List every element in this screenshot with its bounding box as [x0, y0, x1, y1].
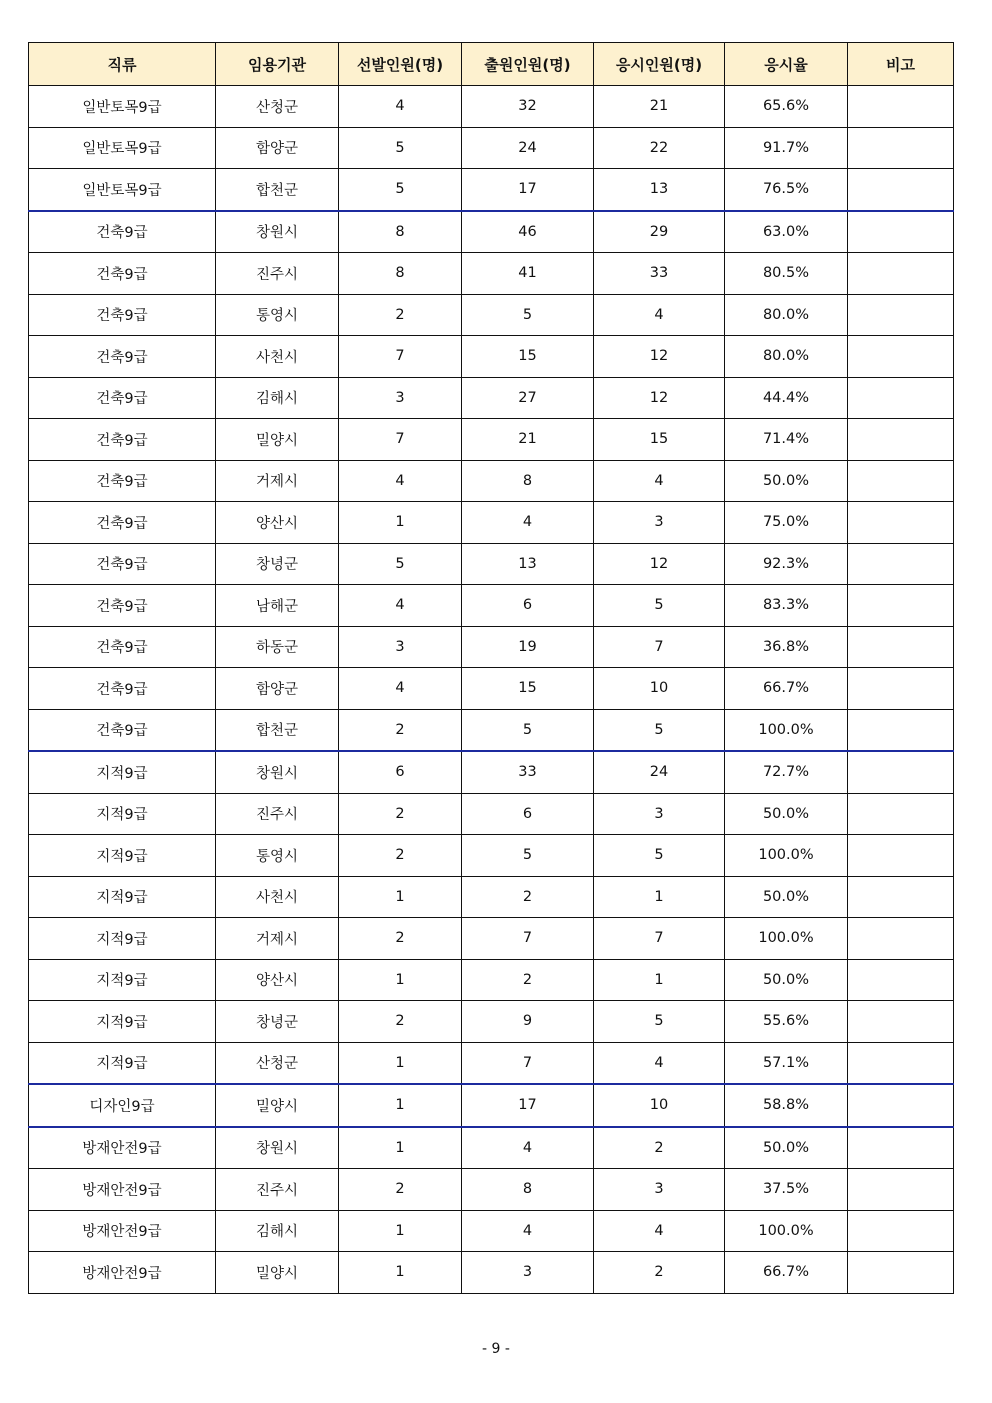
- exam-rate-cell: 75.0%: [725, 502, 848, 544]
- applicant-count-cell: 15: [462, 336, 594, 378]
- table-row: [29, 169, 954, 211]
- agency-cell: 함양군: [216, 668, 339, 710]
- table-row: [29, 959, 954, 1001]
- applicant-count-cell: 17: [462, 1084, 594, 1127]
- exam-rate-cell: 71.4%: [725, 419, 848, 461]
- job-category-cell: 건축9급: [29, 709, 216, 751]
- applicant-count-cell: 8: [462, 1169, 594, 1211]
- examinee-count-cell: 33: [594, 253, 725, 295]
- job-category-cell: 방재안전9급: [29, 1127, 216, 1169]
- examinee-count-cell: 5: [594, 835, 725, 877]
- remarks-cell: [848, 585, 954, 627]
- exam-rate-cell: 100.0%: [725, 709, 848, 751]
- applicant-count-cell: 24: [462, 127, 594, 169]
- applicant-count-cell: 2: [462, 876, 594, 918]
- table-row: [29, 835, 954, 877]
- agency-cell: 산청군: [216, 1042, 339, 1084]
- exam-rate-cell: 80.0%: [725, 294, 848, 336]
- selected-count-cell: 1: [339, 1084, 462, 1127]
- examinee-count-cell: 2: [594, 1127, 725, 1169]
- selected-count-cell: 2: [339, 294, 462, 336]
- job-category-cell: 지적9급: [29, 793, 216, 835]
- table-row: [29, 1252, 954, 1294]
- agency-cell: 산청군: [216, 86, 339, 128]
- remarks-cell: [848, 543, 954, 585]
- examinee-count-cell: 3: [594, 502, 725, 544]
- job-category-cell: 건축9급: [29, 253, 216, 295]
- agency-cell: 하동군: [216, 626, 339, 668]
- examinee-count-cell: 4: [594, 1210, 725, 1252]
- exam-rate-cell: 83.3%: [725, 585, 848, 627]
- table-row: [29, 1210, 954, 1252]
- header-applicant-count: 출원인원(명): [462, 43, 594, 86]
- examinee-count-cell: 13: [594, 169, 725, 211]
- applicant-count-cell: 6: [462, 585, 594, 627]
- job-category-cell: 방재안전9급: [29, 1210, 216, 1252]
- examinee-count-cell: 4: [594, 460, 725, 502]
- exam-rate-cell: 50.0%: [725, 460, 848, 502]
- agency-cell: 양산시: [216, 502, 339, 544]
- agency-cell: 양산시: [216, 959, 339, 1001]
- selected-count-cell: 5: [339, 169, 462, 211]
- remarks-cell: [848, 253, 954, 295]
- examinee-count-cell: 2: [594, 1252, 725, 1294]
- remarks-cell: [848, 793, 954, 835]
- table-row: [29, 127, 954, 169]
- job-category-cell: 지적9급: [29, 751, 216, 793]
- examinee-count-cell: 21: [594, 86, 725, 128]
- table-row: [29, 419, 954, 461]
- exam-rate-cell: 50.0%: [725, 793, 848, 835]
- applicant-count-cell: 17: [462, 169, 594, 211]
- agency-cell: 거제시: [216, 918, 339, 960]
- header-remarks: 비고: [848, 43, 954, 86]
- job-category-cell: 일반토목9급: [29, 86, 216, 128]
- selected-count-cell: 2: [339, 793, 462, 835]
- selected-count-cell: 1: [339, 1252, 462, 1294]
- remarks-cell: [848, 709, 954, 751]
- remarks-cell: [848, 1084, 954, 1127]
- examinee-count-cell: 12: [594, 543, 725, 585]
- selected-count-cell: 1: [339, 959, 462, 1001]
- remarks-cell: [848, 502, 954, 544]
- exam-rate-cell: 92.3%: [725, 543, 848, 585]
- remarks-cell: [848, 127, 954, 169]
- agency-cell: 창원시: [216, 211, 339, 253]
- job-category-cell: 건축9급: [29, 211, 216, 253]
- selected-count-cell: 2: [339, 1169, 462, 1211]
- job-category-cell: 지적9급: [29, 1001, 216, 1043]
- remarks-cell: [848, 169, 954, 211]
- selected-count-cell: 4: [339, 668, 462, 710]
- agency-cell: 진주시: [216, 793, 339, 835]
- selected-count-cell: 6: [339, 751, 462, 793]
- applicant-count-cell: 7: [462, 918, 594, 960]
- agency-cell: 밀양시: [216, 1252, 339, 1294]
- exam-rate-cell: 50.0%: [725, 876, 848, 918]
- agency-cell: 함양군: [216, 127, 339, 169]
- exam-rate-cell: 66.7%: [725, 1252, 848, 1294]
- table-row: [29, 1169, 954, 1211]
- remarks-cell: [848, 1001, 954, 1043]
- exam-rate-cell: 100.0%: [725, 835, 848, 877]
- selected-count-cell: 1: [339, 1042, 462, 1084]
- applicant-count-cell: 19: [462, 626, 594, 668]
- applicant-count-cell: 4: [462, 1127, 594, 1169]
- table-row: [29, 377, 954, 419]
- examinee-count-cell: 7: [594, 626, 725, 668]
- job-category-cell: 건축9급: [29, 419, 216, 461]
- exam-rate-cell: 50.0%: [725, 1127, 848, 1169]
- remarks-cell: [848, 918, 954, 960]
- job-category-cell: 지적9급: [29, 835, 216, 877]
- remarks-cell: [848, 336, 954, 378]
- selected-count-cell: 2: [339, 709, 462, 751]
- applicant-count-cell: 6: [462, 793, 594, 835]
- examinee-count-cell: 4: [594, 1042, 725, 1084]
- table-row: [29, 1084, 954, 1127]
- applicant-count-cell: 9: [462, 1001, 594, 1043]
- selected-count-cell: 4: [339, 585, 462, 627]
- exam-rate-cell: 72.7%: [725, 751, 848, 793]
- agency-cell: 창녕군: [216, 543, 339, 585]
- applicant-count-cell: 27: [462, 377, 594, 419]
- exam-rate-cell: 50.0%: [725, 959, 848, 1001]
- selected-count-cell: 7: [339, 336, 462, 378]
- table-row: [29, 751, 954, 793]
- remarks-cell: [848, 626, 954, 668]
- table-row: [29, 668, 954, 710]
- header-row: [29, 43, 954, 86]
- remarks-cell: [848, 419, 954, 461]
- table-row: [29, 294, 954, 336]
- examinee-count-cell: 7: [594, 918, 725, 960]
- applicant-count-cell: 32: [462, 86, 594, 128]
- remarks-cell: [848, 959, 954, 1001]
- remarks-cell: [848, 1127, 954, 1169]
- examinee-count-cell: 15: [594, 419, 725, 461]
- exam-rate-cell: 66.7%: [725, 668, 848, 710]
- agency-cell: 통영시: [216, 294, 339, 336]
- agency-cell: 남해군: [216, 585, 339, 627]
- applicant-count-cell: 7: [462, 1042, 594, 1084]
- job-category-cell: 지적9급: [29, 918, 216, 960]
- header-agency: 임용기관: [216, 43, 339, 86]
- header-exam-rate: 응시율: [725, 43, 848, 86]
- exam-rate-cell: 100.0%: [725, 1210, 848, 1252]
- applicant-count-cell: 5: [462, 709, 594, 751]
- exam-rate-cell: 55.6%: [725, 1001, 848, 1043]
- exam-rate-cell: 100.0%: [725, 918, 848, 960]
- table-row: [29, 502, 954, 544]
- table-row: [29, 1127, 954, 1169]
- examinee-count-cell: 22: [594, 127, 725, 169]
- table-row: [29, 86, 954, 128]
- agency-cell: 밀양시: [216, 1084, 339, 1127]
- job-category-cell: 지적9급: [29, 876, 216, 918]
- applicant-count-cell: 2: [462, 959, 594, 1001]
- examinee-count-cell: 4: [594, 294, 725, 336]
- header-examinee-count: 응시인원(명): [594, 43, 725, 86]
- exam-rate-cell: 63.0%: [725, 211, 848, 253]
- job-category-cell: 디자인9급: [29, 1084, 216, 1127]
- job-category-cell: 지적9급: [29, 959, 216, 1001]
- agency-cell: 김해시: [216, 377, 339, 419]
- job-category-cell: 건축9급: [29, 585, 216, 627]
- selected-count-cell: 8: [339, 211, 462, 253]
- exam-stats-table: [28, 42, 954, 1294]
- applicant-count-cell: 46: [462, 211, 594, 253]
- table-row: [29, 918, 954, 960]
- selected-count-cell: 7: [339, 419, 462, 461]
- selected-count-cell: 4: [339, 86, 462, 128]
- exam-rate-cell: 36.8%: [725, 626, 848, 668]
- table-row: [29, 709, 954, 751]
- selected-count-cell: 8: [339, 253, 462, 295]
- exam-rate-cell: 65.6%: [725, 86, 848, 128]
- examinee-count-cell: 5: [594, 1001, 725, 1043]
- table-row: [29, 876, 954, 918]
- examinee-count-cell: 10: [594, 668, 725, 710]
- remarks-cell: [848, 1169, 954, 1211]
- agency-cell: 합천군: [216, 169, 339, 211]
- table-row: [29, 793, 954, 835]
- remarks-cell: [848, 1252, 954, 1294]
- header-selected-count: 선발인원(명): [339, 43, 462, 86]
- agency-cell: 거제시: [216, 460, 339, 502]
- examinee-count-cell: 5: [594, 585, 725, 627]
- job-category-cell: 건축9급: [29, 668, 216, 710]
- remarks-cell: [848, 294, 954, 336]
- table-header: [29, 43, 954, 86]
- table-row: [29, 211, 954, 253]
- selected-count-cell: 2: [339, 835, 462, 877]
- table-row: [29, 585, 954, 627]
- remarks-cell: [848, 1210, 954, 1252]
- exam-rate-cell: 37.5%: [725, 1169, 848, 1211]
- exam-rate-cell: 91.7%: [725, 127, 848, 169]
- agency-cell: 김해시: [216, 1210, 339, 1252]
- applicant-count-cell: 41: [462, 253, 594, 295]
- job-category-cell: 지적9급: [29, 1042, 216, 1084]
- applicant-count-cell: 4: [462, 1210, 594, 1252]
- selected-count-cell: 4: [339, 460, 462, 502]
- remarks-cell: [848, 876, 954, 918]
- table-row: [29, 543, 954, 585]
- job-category-cell: 건축9급: [29, 626, 216, 668]
- table-body: [29, 86, 954, 1294]
- page-number: - 9 -: [482, 1341, 510, 1357]
- remarks-cell: [848, 86, 954, 128]
- exam-rate-cell: 80.5%: [725, 253, 848, 295]
- job-category-cell: 건축9급: [29, 543, 216, 585]
- examinee-count-cell: 29: [594, 211, 725, 253]
- examinee-count-cell: 12: [594, 377, 725, 419]
- agency-cell: 창원시: [216, 751, 339, 793]
- selected-count-cell: 5: [339, 543, 462, 585]
- remarks-cell: [848, 835, 954, 877]
- job-category-cell: 건축9급: [29, 294, 216, 336]
- exam-rate-cell: 80.0%: [725, 336, 848, 378]
- applicant-count-cell: 13: [462, 543, 594, 585]
- job-category-cell: 일반토목9급: [29, 169, 216, 211]
- examinee-count-cell: 3: [594, 1169, 725, 1211]
- selected-count-cell: 1: [339, 876, 462, 918]
- agency-cell: 진주시: [216, 253, 339, 295]
- header-job-category: 직류: [29, 43, 216, 86]
- agency-cell: 합천군: [216, 709, 339, 751]
- exam-rate-cell: 44.4%: [725, 377, 848, 419]
- job-category-cell: 건축9급: [29, 502, 216, 544]
- table-row: [29, 626, 954, 668]
- agency-cell: 창원시: [216, 1127, 339, 1169]
- agency-cell: 창녕군: [216, 1001, 339, 1043]
- examinee-count-cell: 10: [594, 1084, 725, 1127]
- remarks-cell: [848, 211, 954, 253]
- applicant-count-cell: 8: [462, 460, 594, 502]
- table-row: [29, 336, 954, 378]
- remarks-cell: [848, 668, 954, 710]
- examinee-count-cell: 1: [594, 959, 725, 1001]
- remarks-cell: [848, 460, 954, 502]
- selected-count-cell: 2: [339, 918, 462, 960]
- table-row: [29, 253, 954, 295]
- applicant-count-cell: 33: [462, 751, 594, 793]
- examinee-count-cell: 1: [594, 876, 725, 918]
- job-category-cell: 건축9급: [29, 377, 216, 419]
- selected-count-cell: 5: [339, 127, 462, 169]
- examinee-count-cell: 24: [594, 751, 725, 793]
- table-row: [29, 1042, 954, 1084]
- remarks-cell: [848, 377, 954, 419]
- selected-count-cell: 1: [339, 1127, 462, 1169]
- agency-cell: 밀양시: [216, 419, 339, 461]
- table-row: [29, 460, 954, 502]
- job-category-cell: 방재안전9급: [29, 1169, 216, 1211]
- selected-count-cell: 1: [339, 1210, 462, 1252]
- agency-cell: 진주시: [216, 1169, 339, 1211]
- selected-count-cell: 3: [339, 626, 462, 668]
- applicant-count-cell: 21: [462, 419, 594, 461]
- job-category-cell: 일반토목9급: [29, 127, 216, 169]
- applicant-count-cell: 4: [462, 502, 594, 544]
- applicant-count-cell: 15: [462, 668, 594, 710]
- table-row: [29, 1001, 954, 1043]
- applicant-count-cell: 3: [462, 1252, 594, 1294]
- selected-count-cell: 3: [339, 377, 462, 419]
- job-category-cell: 방재안전9급: [29, 1252, 216, 1294]
- job-category-cell: 건축9급: [29, 336, 216, 378]
- applicant-count-cell: 5: [462, 835, 594, 877]
- agency-cell: 사천시: [216, 336, 339, 378]
- exam-rate-cell: 76.5%: [725, 169, 848, 211]
- selected-count-cell: 1: [339, 502, 462, 544]
- agency-cell: 사천시: [216, 876, 339, 918]
- examinee-count-cell: 3: [594, 793, 725, 835]
- exam-rate-cell: 57.1%: [725, 1042, 848, 1084]
- agency-cell: 통영시: [216, 835, 339, 877]
- applicant-count-cell: 5: [462, 294, 594, 336]
- remarks-cell: [848, 1042, 954, 1084]
- examinee-count-cell: 5: [594, 709, 725, 751]
- remarks-cell: [848, 751, 954, 793]
- selected-count-cell: 2: [339, 1001, 462, 1043]
- exam-rate-cell: 58.8%: [725, 1084, 848, 1127]
- examinee-count-cell: 12: [594, 336, 725, 378]
- job-category-cell: 건축9급: [29, 460, 216, 502]
